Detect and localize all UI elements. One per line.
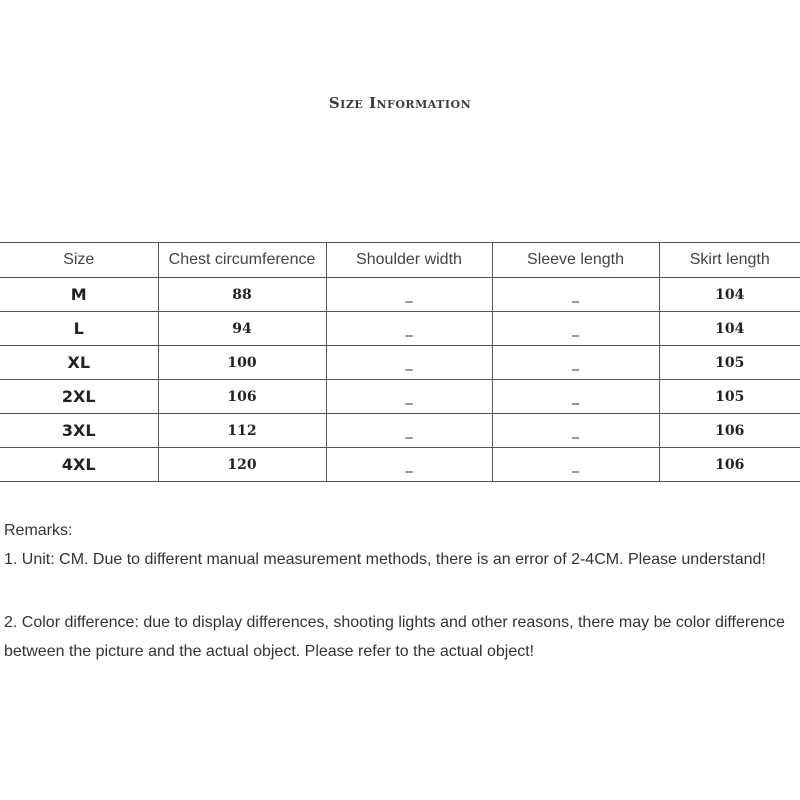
sleeve-cell: _ [492, 448, 659, 482]
table-row [0, 448, 800, 482]
page-title: Size Information [328, 94, 472, 112]
skirt-cell: 104 [659, 312, 800, 346]
shoulder-cell: _ [326, 448, 492, 482]
size-cell: L [0, 312, 158, 346]
shoulder-cell: _ [326, 346, 492, 380]
chest-cell: 120 [158, 448, 326, 482]
sleeve-cell: _ [492, 312, 659, 346]
table-header-row [0, 243, 800, 278]
header-shoulder-width: Shoulder width [326, 243, 492, 278]
shoulder-cell: _ [326, 312, 492, 346]
chest-cell: 100 [158, 346, 326, 380]
remark-color-note: 2. Color difference: due to display differences, shooting lights and other reasons, there may be color difference between the picture and the actual object. Please refer to the actual object! [4, 614, 785, 660]
size-cell: 2XL [0, 380, 158, 414]
table-row [0, 312, 800, 346]
header-chest-circumference: Chest circumference [158, 243, 326, 278]
size-cell: 4XL [0, 448, 158, 482]
header-skirt-length: Skirt length [659, 243, 800, 278]
header-size: Size [0, 243, 158, 278]
table-row [0, 414, 800, 448]
shoulder-cell: _ [326, 380, 492, 414]
remark-unit-note: 1. Unit: CM. Due to different manual measurement methods, there is an error of 2-4CM. Please understand! [4, 551, 766, 568]
table-row [0, 278, 800, 312]
skirt-cell: 105 [659, 380, 800, 414]
skirt-cell: 106 [659, 414, 800, 448]
header-sleeve-length: Sleeve length [492, 243, 659, 278]
skirt-cell: 105 [659, 346, 800, 380]
sleeve-cell: _ [492, 346, 659, 380]
remarks-heading: Remarks: [4, 522, 73, 539]
shoulder-cell: _ [326, 414, 492, 448]
sleeve-cell: _ [492, 380, 659, 414]
remarks-spacer [4, 574, 796, 608]
size-cell: M [0, 278, 158, 312]
table-row [0, 380, 800, 414]
skirt-cell: 106 [659, 448, 800, 482]
shoulder-cell: _ [326, 278, 492, 312]
remarks-section [4, 516, 796, 666]
chest-cell: 106 [158, 380, 326, 414]
chest-cell: 88 [158, 278, 326, 312]
size-cell: 3XL [0, 414, 158, 448]
size-table [0, 242, 800, 482]
table-row [0, 346, 800, 380]
chest-cell: 112 [158, 414, 326, 448]
sleeve-cell: _ [492, 414, 659, 448]
skirt-cell: 104 [659, 278, 800, 312]
size-cell: XL [0, 346, 158, 380]
chest-cell: 94 [158, 312, 326, 346]
sleeve-cell: _ [492, 278, 659, 312]
